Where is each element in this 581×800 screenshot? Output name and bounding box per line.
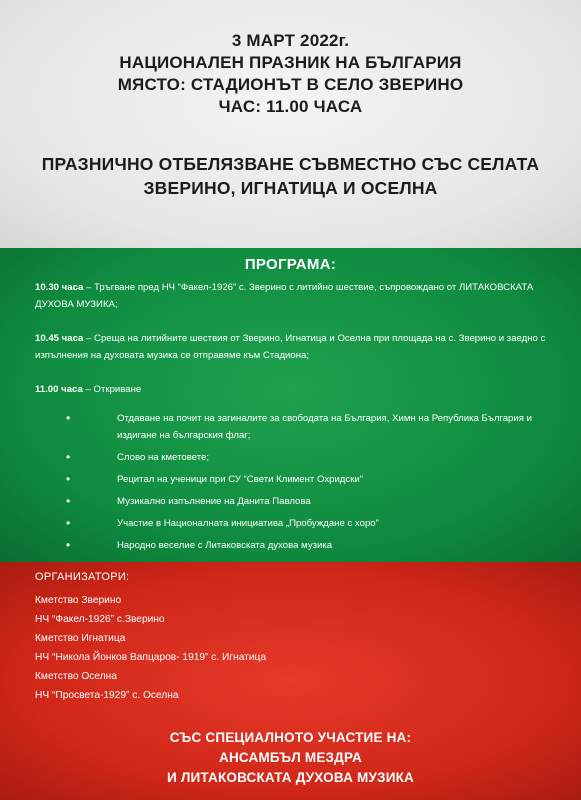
program-item-time: 10.45 часа (35, 333, 84, 344)
special-participation (0, 728, 581, 788)
program-item (35, 330, 555, 364)
program-title: ПРОГРАМА: (244, 256, 337, 273)
list-item-text: Рецитал на ученици при СУ “Свети Климент Охридски” (117, 474, 363, 485)
event-name: НАЦИОНАЛЕН ПРАЗНИК НА БЪЛГАРИЯ (119, 53, 462, 72)
program-item-time: 10.30 часа (35, 282, 84, 293)
bullet-icon: • (66, 516, 71, 530)
event-place: МЯСТО: СТАДИОНЪТ В СЕЛО ЗВЕРИНО (117, 75, 464, 94)
special-line: АНСАМБЪЛ МЕЗДРА (219, 750, 362, 765)
event-subtitle (0, 152, 581, 200)
program-item-time: 11.00 часа (35, 384, 83, 395)
event-time: ЧАС: 11.00 ЧАСА (218, 97, 363, 116)
event-date: 3 МАРТ 2022г. (231, 31, 350, 50)
list-item (0, 449, 547, 466)
list-item (0, 410, 547, 444)
special-line: СЪС СПЕЦИАЛНОТО УЧАСТИЕ НА: (169, 730, 412, 745)
list-item (0, 471, 547, 488)
organizer-item: НЧ “Просвета-1929” с. Оселна (35, 690, 179, 701)
bullet-icon: • (66, 411, 71, 425)
organizer-item: НЧ “Факел-1926” с.Зверино (35, 614, 165, 625)
list-item-text: Участие в Националната инициатива „Пробуждане с хоро” (117, 518, 379, 529)
organizers-title: ОРГАНИЗАТОРИ: (35, 571, 130, 583)
program-item-text: – Откриване (82, 384, 142, 395)
list-item-text: Слово на кметовете; (117, 452, 209, 463)
bullet-icon: • (66, 494, 71, 508)
event-header (0, 30, 581, 118)
organizer-item: НЧ “Никола Йонков Вапцаров- 1919” с. Игнатица (35, 652, 267, 663)
program-item (35, 381, 555, 398)
organizers-section (35, 571, 266, 705)
bullet-icon: • (66, 538, 71, 552)
organizer-item: Кметство Зверино (35, 595, 122, 606)
list-item-text: Отдаване на почит на загиналите за свободата на България, Химн на Република България и издигане на българския флаг; (117, 413, 532, 441)
subtitle-line: ПРАЗНИЧНО ОТБЕЛЯЗВАНЕ СЪВМЕСТНО СЪС СЕЛАТА (41, 154, 540, 174)
bullet-icon: • (66, 472, 71, 486)
list-item (0, 515, 547, 532)
special-line: И ЛИТАКОВСКАТА ДУХОВА МУЗИКА (166, 770, 415, 785)
organizer-item: Кметство Оселна (35, 671, 117, 682)
program-item (35, 279, 555, 313)
list-item-text: Музикално изпълнение на Данита Павлова (117, 496, 311, 507)
organizer-item: Кметство Игнатица (35, 633, 126, 644)
subtitle-line: ЗВЕРИНО, ИГНАТИЦА И ОСЕЛНА (143, 178, 438, 198)
program-item-text: – Тръгване пред НЧ “Факел-1926” с. Зверино с литийно шествие, съпровождано от ЛИТАКОВСКАТА ДУХОВА МУЗИКА; (35, 282, 534, 310)
list-item-text: Народно веселие с Литаковската духова музика (117, 540, 333, 551)
list-item (0, 493, 547, 510)
list-item (0, 537, 547, 554)
program-item-text: – Среща на литийните шествия от Зверино, Игнатица и Оселна при площада на с. Зверино и заедно с изпълнения на духовата музика се отправяме към Стадиона; (35, 333, 546, 361)
bullet-icon: • (66, 450, 71, 464)
program-bullet-list (0, 410, 581, 559)
